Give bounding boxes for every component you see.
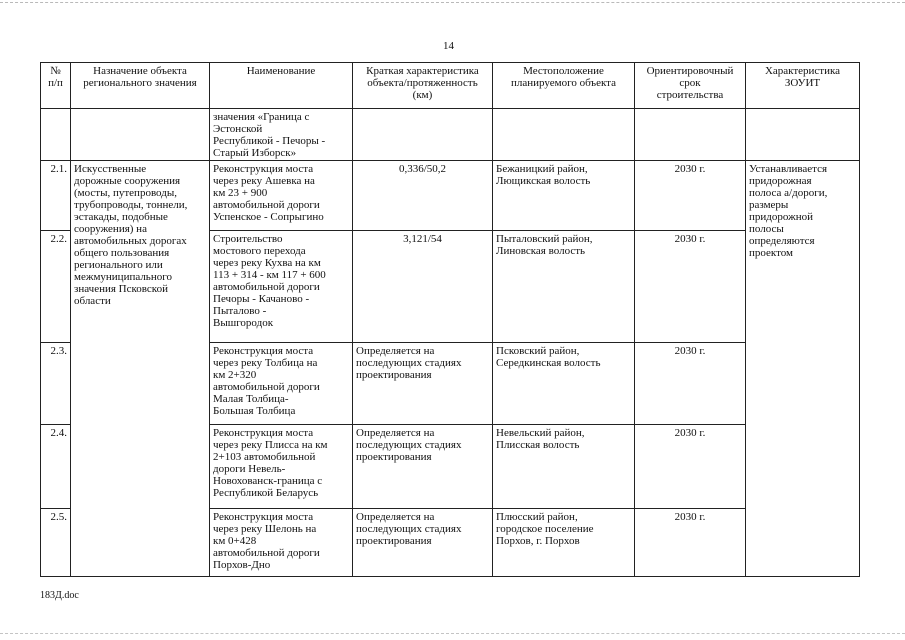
row-number: 2.1.: [41, 161, 71, 231]
header-name: Наименование: [210, 63, 353, 109]
scan-top-edge: [0, 2, 905, 3]
row-location: Псковский район, Середкинская волость: [493, 343, 635, 425]
row-name: Строительство мостового перехода через реку Кухва на км 113 + 314 - км 117 + 600 автомобильной дороги Печоры - Качаново - Пыталово - Вышгородок: [210, 231, 353, 343]
row-characteristic: 0,336/50,2: [353, 161, 493, 231]
row-location: Бежаницкий район, Лющикская волость: [493, 161, 635, 231]
table-row: [41, 161, 860, 231]
table-header-row: [41, 63, 860, 109]
row-location: Плюсский район, городское поселение Порхов, г. Порхов: [493, 509, 635, 577]
row-number: 2.5.: [41, 509, 71, 577]
continuation-row: [41, 109, 860, 161]
row-term: 2030 г.: [635, 509, 746, 577]
group-zouit-cell: Устанавливается придорожная полоса а/дороги, размеры придорожной полосы определяются проектом: [746, 161, 860, 577]
row-name: Реконструкция моста через реку Плисса на км 2+103 автомобильной дороги Невель- Новохованск-граница с Республикой Беларусь: [210, 425, 353, 509]
continuation-zouit: [746, 109, 860, 161]
row-name: Реконструкция моста через реку Толбица на км 2+320 автомобильной дороги Малая Толбица- Большая Толбица: [210, 343, 353, 425]
header-characteristic: Краткая характеристика объекта/протяженность (км): [353, 63, 493, 109]
row-term: 2030 г.: [635, 343, 746, 425]
header-location: Местоположение планируемого объекта: [493, 63, 635, 109]
continuation-location: [493, 109, 635, 161]
scan-bottom-edge: [0, 633, 905, 634]
row-term: 2030 г.: [635, 425, 746, 509]
header-number: № п/п: [41, 63, 71, 109]
header-zouit: Характеристика ЗОУИТ: [746, 63, 860, 109]
footer-filename: 183Д.doc: [40, 590, 79, 601]
row-location: Пыталовский район, Линовская волость: [493, 231, 635, 343]
continuation-name: значения «Граница с Эстонской Республикой - Печоры - Старый Изборск»: [210, 109, 353, 161]
row-name: Реконструкция моста через реку Ашевка на км 23 + 900 автомобильной дороги Успенское - Сопрыгино: [210, 161, 353, 231]
row-characteristic: Определяется на последующих стадиях проектирования: [353, 509, 493, 577]
continuation-term: [635, 109, 746, 161]
group-purpose-cell: Искусственные дорожные сооружения (мосты, путепроводы, трубопроводы, тоннели, эстакады, подобные сооружения) на автомобильных дорогах общего пользования регионального или межмуниципального значения Псковской области: [71, 161, 210, 577]
continuation-number: [41, 109, 71, 161]
row-name: Реконструкция моста через реку Шелонь на км 0+428 автомобильной дороги Порхов-Дно: [210, 509, 353, 577]
continuation-purpose: [71, 109, 210, 161]
row-location: Невельский район, Плисская волость: [493, 425, 635, 509]
planning-table: [40, 62, 860, 577]
row-number: 2.2.: [41, 231, 71, 343]
row-term: 2030 г.: [635, 161, 746, 231]
row-number: 2.4.: [41, 425, 71, 509]
row-number: 2.3.: [41, 343, 71, 425]
row-characteristic: 3,121/54: [353, 231, 493, 343]
header-purpose: Назначение объекта регионального значения: [71, 63, 210, 109]
header-term: Ориентировочный срок строительства: [635, 63, 746, 109]
continuation-characteristic: [353, 109, 493, 161]
row-term: 2030 г.: [635, 231, 746, 343]
row-characteristic: Определяется на последующих стадиях проектирования: [353, 343, 493, 425]
page-number: 14: [443, 40, 454, 52]
row-characteristic: Определяется на последующих стадиях проектирования: [353, 425, 493, 509]
